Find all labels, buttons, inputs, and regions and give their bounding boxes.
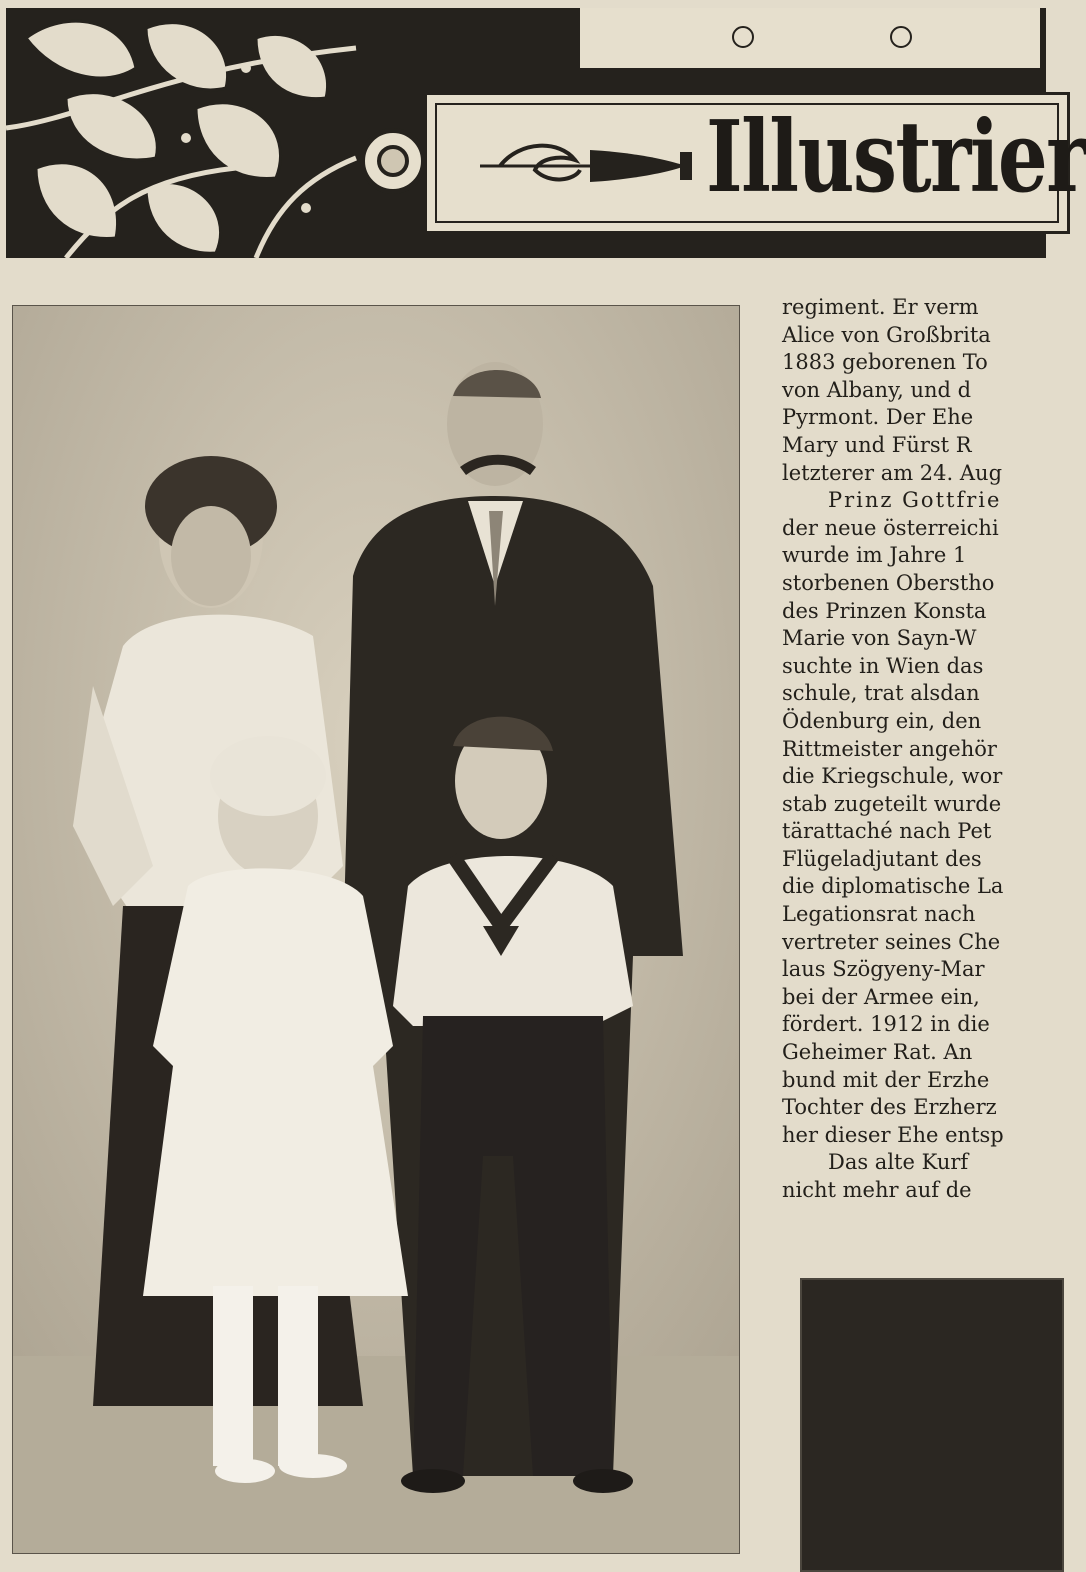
article-line: Tochter des Erzherz — [782, 1095, 997, 1120]
ring-ornament-right — [890, 26, 912, 48]
article-line: stab zugeteilt wurde — [782, 791, 1002, 816]
article-line: Rittmeister angehör — [782, 736, 997, 761]
masthead-top-strip — [580, 8, 1040, 68]
article-line: Geheimer Rat. An — [782, 1040, 973, 1065]
article-line: der neue österreichi — [782, 515, 999, 540]
portrait-illustration — [13, 306, 739, 1553]
article-line: storbenen Oberstho — [782, 570, 995, 595]
ring-ornament-left — [732, 26, 754, 48]
article-line: nicht mehr auf de — [782, 1178, 972, 1202]
article-line: Mary und Fürst R — [782, 432, 972, 457]
article-line: wurde im Jahre 1 — [782, 543, 967, 568]
rosette-ornament-icon — [360, 128, 426, 194]
article-line: Pyrmont. Der Ehe — [782, 405, 974, 430]
masthead — [0, 0, 1086, 262]
article-line: bei der Armee ein, — [782, 984, 980, 1009]
article-line: vertreter seines Che — [782, 929, 1001, 954]
article-line: Das alte Kurf — [828, 1150, 969, 1175]
inset-photo — [800, 1278, 1064, 1572]
article-line: her dieser Ehe entsp — [782, 1122, 1004, 1147]
article-line: tärattaché nach Pet — [782, 819, 992, 844]
article-line: Flügeladjutant des — [782, 846, 982, 871]
article-line: laus Szögyeny-Mar — [782, 957, 985, 982]
article-line: Alice von Großbrita — [782, 322, 991, 347]
article-line: bund mit der Erzhe — [782, 1067, 990, 1092]
article-line: fördert. 1912 in die — [782, 1012, 990, 1037]
article-line: die diplomatische La — [782, 874, 1004, 899]
article-line: letzterer am 24. Aug — [782, 460, 1003, 485]
article-line: 1883 geborenen To — [782, 350, 988, 375]
article-line: regiment. Er verm — [782, 295, 979, 319]
article-line: von Albany, und d — [782, 377, 972, 402]
article-line: Prinz Gottfrie — [828, 488, 1002, 513]
article-line: Marie von Sayn-W — [782, 626, 977, 651]
article-line: Legationsrat nach — [782, 902, 976, 927]
article-line: schule, trat alsdan — [782, 681, 980, 706]
family-portrait-photo — [12, 305, 740, 1554]
article-line: Ödenburg ein, den — [782, 708, 982, 733]
floral-ornament-icon — [6, 8, 356, 258]
masthead-title: Illustrier — [706, 100, 1086, 215]
pen-flourish-icon — [480, 130, 700, 200]
article-line: suchte in Wien das — [782, 653, 984, 678]
article-line: die Kriegschule, wor — [782, 764, 1003, 789]
article-line: des Prinzen Konsta — [782, 598, 987, 623]
article-text-column — [782, 294, 1082, 1205]
